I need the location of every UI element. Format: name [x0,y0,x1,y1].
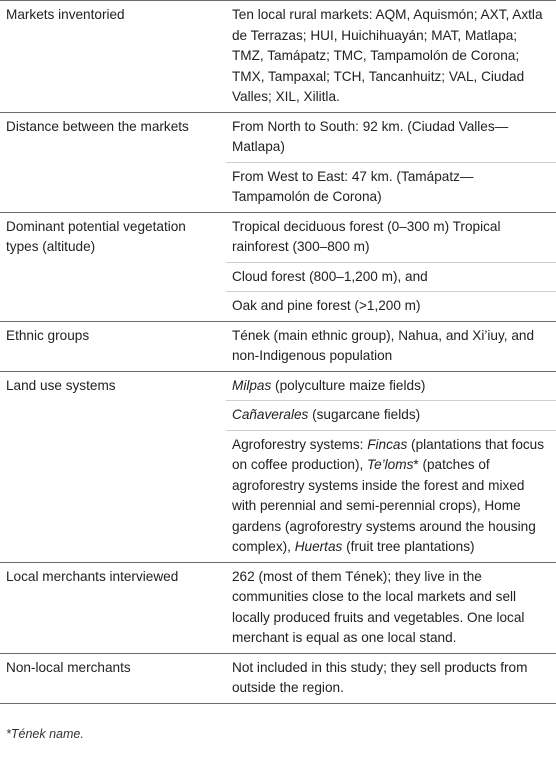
row-value-cell [226,321,556,371]
row-value: Cloud forest (800–1,200 m), and [226,262,556,292]
milpas-desc: (polyculture maize fields) [271,377,426,393]
row-value: Ten local rural markets: AQM, Aquismón; AXT, Axtla de Terrazas; HUI, Huichihuayán; MAT, Matlapa; TMZ, Tamápatz; TMC, Tampamolón de Corona; TMX, Tampaxal; TCH, Tancanhuitz; VAL, Ciudad Valles; XIL, Xilitla. [232,7,543,104]
agro-text-4: (fruit tree plantations) [342,539,475,554]
canaverales-term: Cañaverales [232,407,309,422]
row-value-milpas [226,372,556,401]
row-label: Ethnic groups [6,327,90,343]
row-label: Distance between the markets [6,118,189,134]
row-value: Tének (main ethnic group), Nahua, and Xi’iuy, and non-Indigenous population [232,327,535,363]
table-row [0,212,556,321]
row-value-cell [226,112,556,212]
table-row [0,1,556,113]
row-value-canaverales [226,400,556,430]
canaverales-desc: (sugarcane fields) [308,407,421,422]
row-value-cell [226,212,556,321]
row-value-cell [226,371,556,562]
row-value: Not included in this study; they sell products from outside the region. [232,659,528,695]
row-label: Non-local merchants [6,659,131,675]
teloms-term: Te’loms [367,457,414,472]
table-footnote: *Tének name. [6,727,84,741]
row-value: From West to East: 47 km. (Tamápatz—Tampamolón de Corona) [226,162,556,212]
table-row [0,112,556,212]
row-label: Dominant potential vegetation types (altitude) [6,218,186,254]
agro-text-2: (plantations that focus on coffee production), [232,436,545,472]
agro-text-1: Agroforestry systems: [232,436,368,452]
table-row [0,562,556,653]
row-label: Markets inventoried [6,7,125,22]
row-label: Land use systems [6,377,116,393]
row-value-agroforestry [226,430,556,562]
row-value: Oak and pine forest (>1,200 m) [226,291,556,321]
milpas-term: Milpas [232,377,272,393]
table-row [0,653,556,703]
row-label: Local merchants interviewed [6,568,179,584]
huertas-term: Huertas [294,539,343,554]
fincas-term: Fincas [367,436,408,452]
row-value: Tropical deciduous forest (0–300 m) Tropical rainforest (300–800 m) [232,218,501,254]
row-value-cell [226,1,556,113]
table-row [0,371,556,562]
row-value-cell [226,562,556,653]
table-row [0,321,556,371]
row-value: 262 (most of them Tének); they live in the communities close to the local markets and sell locally produced fruits and vegetables. One local merchant is equal as one local stand. [232,568,525,645]
row-value: From North to South: 92 km. (Ciudad Valles—Matlapa) [232,118,509,154]
agro-text-3: * (patches of agroforestry systems inside the forest and mixed with perennial and semi-perennial crops), Home gardens (agroforestry systems around the housing complex), [232,457,536,554]
row-value-cell [226,653,556,703]
